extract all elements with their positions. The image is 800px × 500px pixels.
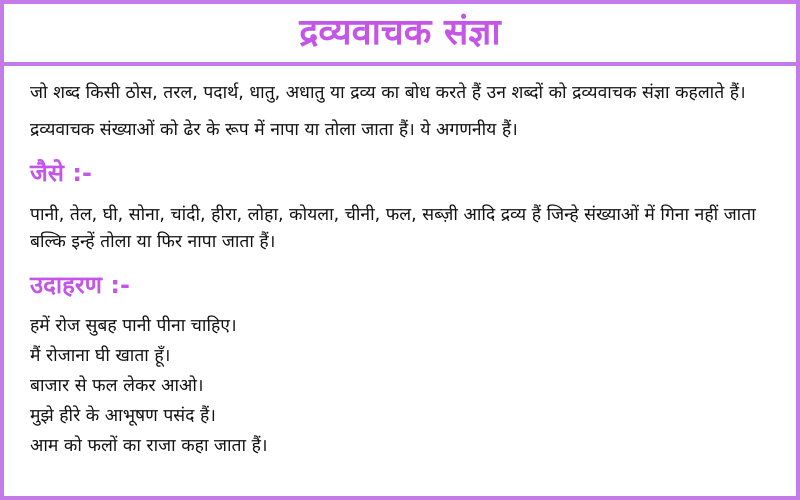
example-item: आम को फलों का राजा कहा जाता हैं।: [30, 436, 268, 456]
property-paragraph: द्रव्यवाचक संख्याओं को ढेर के रूप में नापा या तोला जाता हैं। ये अगणनीय हैं।: [30, 120, 518, 140]
page-title: द्रव्यवाचक संज्ञा: [299, 12, 501, 53]
example-item: मुझे हीरे के आभूषण पसंद हैं।: [30, 406, 216, 426]
example-item: हमें रोज सुबह पानी पीना चाहिए।: [30, 316, 237, 336]
jaise-paragraph: पानी, तेल, घी, सोना, चांदी, हीरा, लोहा, कोयला, चीनी, फल, सब्ज़ी आदि द्रव्य हैं जिन्हे संख्याओं में गिना नहीं जाता बल्कि इन्हें तोला या फिर नापा जाता हैं।: [30, 205, 756, 252]
udaharan-heading: उदाहरण :-: [30, 271, 130, 299]
example-item: मैं रोजाना घी खाता हूँ।: [30, 346, 171, 366]
jaise-heading: जैसे :-: [30, 159, 92, 187]
example-item: बाजार से फल लेकर आओ।: [30, 376, 204, 396]
content-area: [30, 80, 790, 464]
definition-paragraph: जो शब्द किसी ठोस, तरल, पदार्थ, धातु, अधातु या द्रव्य का बोध करते हैं उन शब्दों को द्रव्यवाचक संज्ञा कहलाते हैं।: [30, 83, 746, 103]
title-bar: [4, 4, 796, 66]
example-list: [30, 314, 790, 459]
